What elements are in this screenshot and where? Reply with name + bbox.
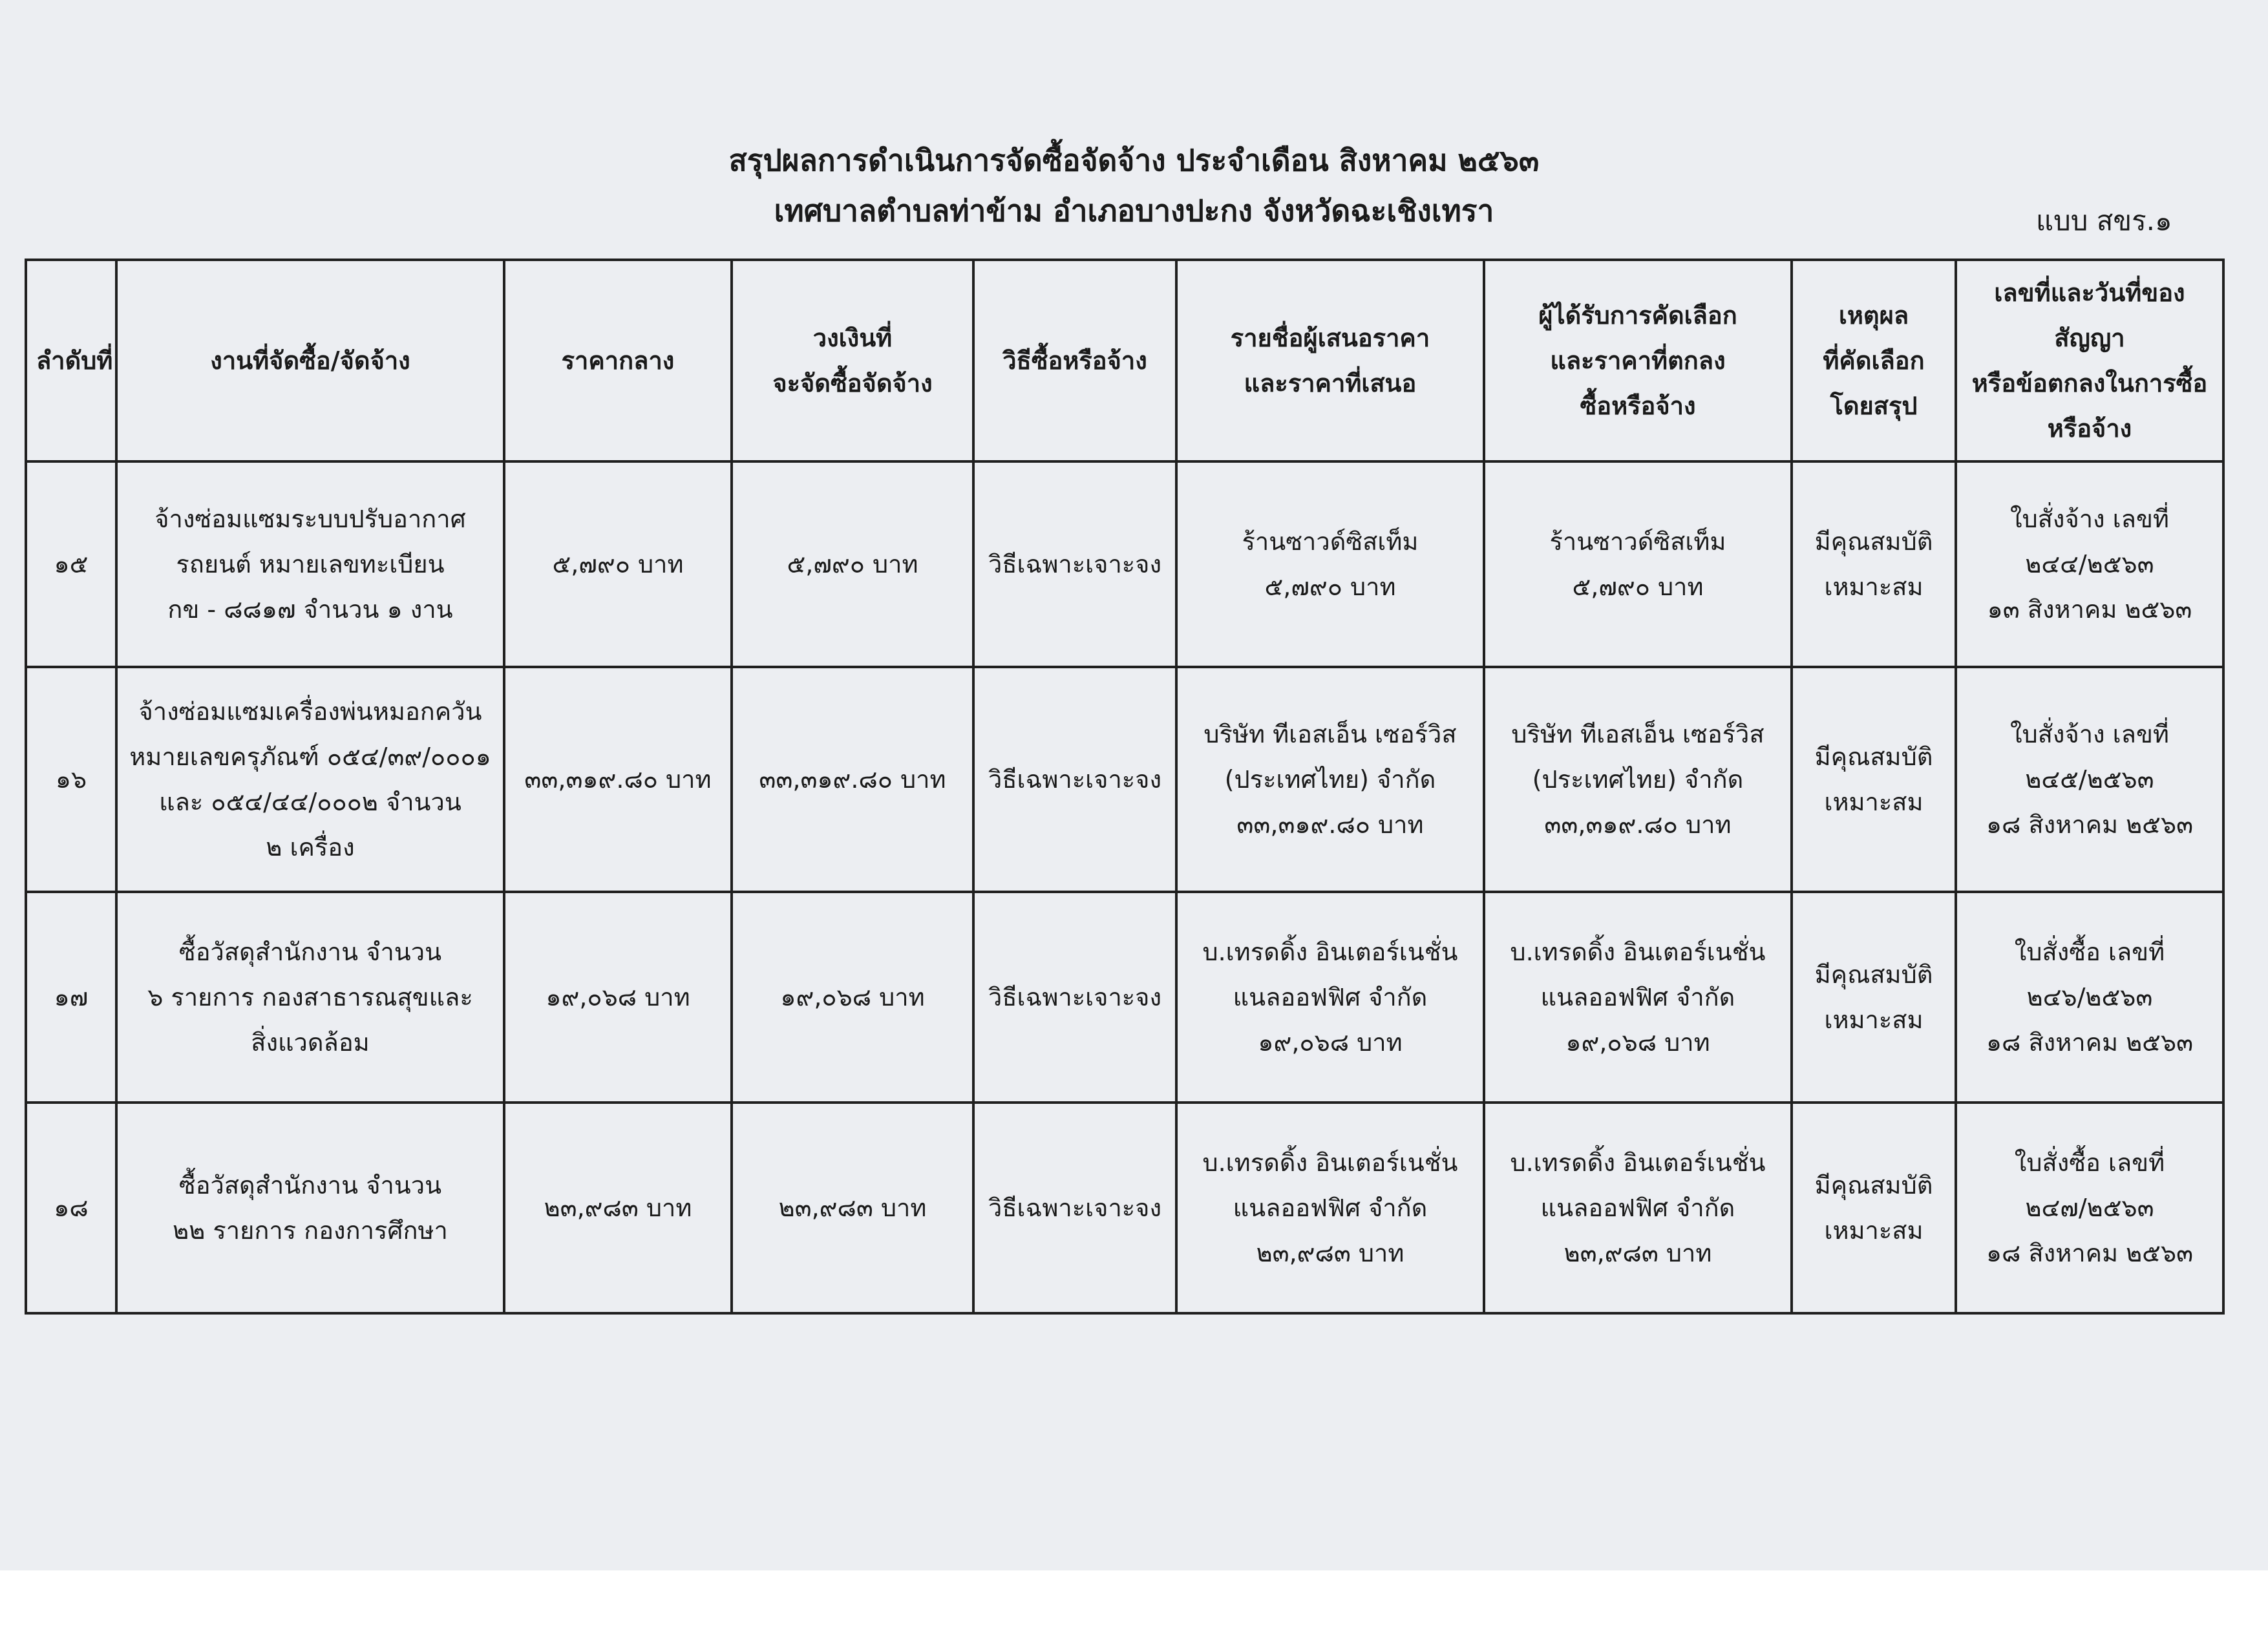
- col-header-median-price: ราคากลาง: [504, 260, 732, 461]
- cell-no: ๑๕: [26, 461, 116, 667]
- report-title: สรุปผลการดำเนินการจัดซื้อจัดจ้าง ประจำเดือน สิงหาคม ๒๕๖๓: [728, 143, 1540, 178]
- col-header-method: วิธีซื้อหรือจ้าง: [973, 260, 1176, 461]
- cell-reason: มีคุณสมบัติ เหมาะสม: [1792, 667, 1956, 892]
- cell-contract: ใบสั่งจ้าง เลขที่ ๒๔๔/๒๕๖๓ ๑๓ สิงหาคม ๒๕๖๓: [1956, 461, 2223, 667]
- cell-method: วิธีเฉพาะเจาะจง: [973, 667, 1176, 892]
- cell-reason: มีคุณสมบัติ เหมาะสม: [1792, 892, 1956, 1103]
- cell-median-price: ๑๙,๐๖๘ บาท: [504, 892, 732, 1103]
- organization-title: เทศบาลตำบลท่าข้าม อำเภอบางปะกง จังหวัดฉะเชิงเทรา: [774, 193, 1494, 228]
- cell-budget: ๑๙,๐๖๘ บาท: [732, 892, 973, 1103]
- cell-no: ๑๗: [26, 892, 116, 1103]
- cell-budget: ๓๓,๓๑๙.๘๐ บาท: [732, 667, 973, 892]
- col-header-contract: เลขที่และวันที่ของ สัญญา หรือข้อตกลงในการซื้อ หรือจ้าง: [1956, 260, 2223, 461]
- col-header-no: ลำดับที่: [26, 260, 116, 461]
- table-row: [26, 461, 2223, 667]
- col-header-selected: ผู้ได้รับการคัดเลือก และราคาที่ตกลง ซื้อหรือจ้าง: [1484, 260, 1792, 461]
- cell-bidders: บริษัท ทีเอสเอ็น เซอร์วิส (ประเทศไทย) จำกัด ๓๓,๓๑๙.๘๐ บาท: [1176, 667, 1484, 892]
- table-row: [26, 892, 2223, 1103]
- cell-selected: บริษัท ทีเอสเอ็น เซอร์วิส (ประเทศไทย) จำกัด ๓๓,๓๑๙.๘๐ บาท: [1484, 667, 1792, 892]
- cell-job: ซื้อวัสดุสำนักงาน จำนวน ๒๒ รายการ กองการศึกษา: [116, 1103, 504, 1313]
- col-header-bidders: รายชื่อผู้เสนอราคา และราคาที่เสนอ: [1176, 260, 1484, 461]
- cell-no: ๑๘: [26, 1103, 116, 1313]
- cell-bidders: ร้านซาวด์ซิสเท็ม ๕,๗๙๐ บาท: [1176, 461, 1484, 667]
- cell-median-price: ๓๓,๓๑๙.๘๐ บาท: [504, 667, 732, 892]
- cell-reason: มีคุณสมบัติ เหมาะสม: [1792, 461, 1956, 667]
- cell-median-price: ๕,๗๙๐ บาท: [504, 461, 732, 667]
- procurement-table: [25, 259, 2225, 1315]
- cell-median-price: ๒๓,๙๘๓ บาท: [504, 1103, 732, 1313]
- cell-selected: บ.เทรดดิ้ง อินเตอร์เนชั่น แนลออฟฟิศ จำกัด ๒๓,๙๘๓ บาท: [1484, 1103, 1792, 1313]
- table-row: [26, 667, 2223, 892]
- cell-job: จ้างซ่อมแซมเครื่องพ่นหมอกควัน หมายเลขครุภัณฑ์ ๐๕๔/๓๙/๐๐๐๑ และ ๐๕๔/๔๔/๐๐๐๒ จำนวน ๒ เครื่อง: [116, 667, 504, 892]
- cell-job: ซื้อวัสดุสำนักงาน จำนวน ๖ รายการ กองสาธารณสุขและ สิ่งแวดล้อม: [116, 892, 504, 1103]
- cell-method: วิธีเฉพาะเจาะจง: [973, 461, 1176, 667]
- cell-reason: มีคุณสมบัติ เหมาะสม: [1792, 1103, 1956, 1313]
- col-header-job: งานที่จัดซื้อ/จัดจ้าง: [116, 260, 504, 461]
- col-header-budget: วงเงินที่ จะจัดซื้อจัดจ้าง: [732, 260, 973, 461]
- cell-bidders: บ.เทรดดิ้ง อินเตอร์เนชั่น แนลออฟฟิศ จำกัด ๑๙,๐๖๘ บาท: [1176, 892, 1484, 1103]
- cell-budget: ๕,๗๙๐ บาท: [732, 461, 973, 667]
- cell-method: วิธีเฉพาะเจาะจง: [973, 892, 1176, 1103]
- cell-selected: บ.เทรดดิ้ง อินเตอร์เนชั่น แนลออฟฟิศ จำกัด ๑๙,๐๖๘ บาท: [1484, 892, 1792, 1103]
- cell-method: วิธีเฉพาะเจาะจง: [973, 1103, 1176, 1313]
- table-row: [26, 1103, 2223, 1313]
- cell-budget: ๒๓,๙๘๓ บาท: [732, 1103, 973, 1313]
- cell-selected: ร้านซาวด์ซิสเท็ม ๕,๗๙๐ บาท: [1484, 461, 1792, 667]
- col-header-reason: เหตุผล ที่คัดเลือก โดยสรุป: [1792, 260, 1956, 461]
- cell-contract: ใบสั่งซื้อ เลขที่ ๒๔๗/๒๕๖๓ ๑๘ สิงหาคม ๒๕๖๓: [1956, 1103, 2223, 1313]
- cell-contract: ใบสั่งจ้าง เลขที่ ๒๔๕/๒๕๖๓ ๑๘ สิงหาคม ๒๕๖๓: [1956, 667, 2223, 892]
- cell-job: จ้างซ่อมแซมระบบปรับอากาศ รถยนต์ หมายเลขทะเบียน กข - ๘๘๑๗ จำนวน ๑ งาน: [116, 461, 504, 667]
- table-header-row: [26, 260, 2223, 461]
- cell-contract: ใบสั่งซื้อ เลขที่ ๒๔๖/๒๕๖๓ ๑๘ สิงหาคม ๒๕๖๓: [1956, 892, 2223, 1103]
- form-code: แบบ สขร.๑: [2036, 205, 2172, 237]
- cell-no: ๑๖: [26, 667, 116, 892]
- cell-bidders: บ.เทรดดิ้ง อินเตอร์เนชั่น แนลออฟฟิศ จำกัด ๒๓,๙๘๓ บาท: [1176, 1103, 1484, 1313]
